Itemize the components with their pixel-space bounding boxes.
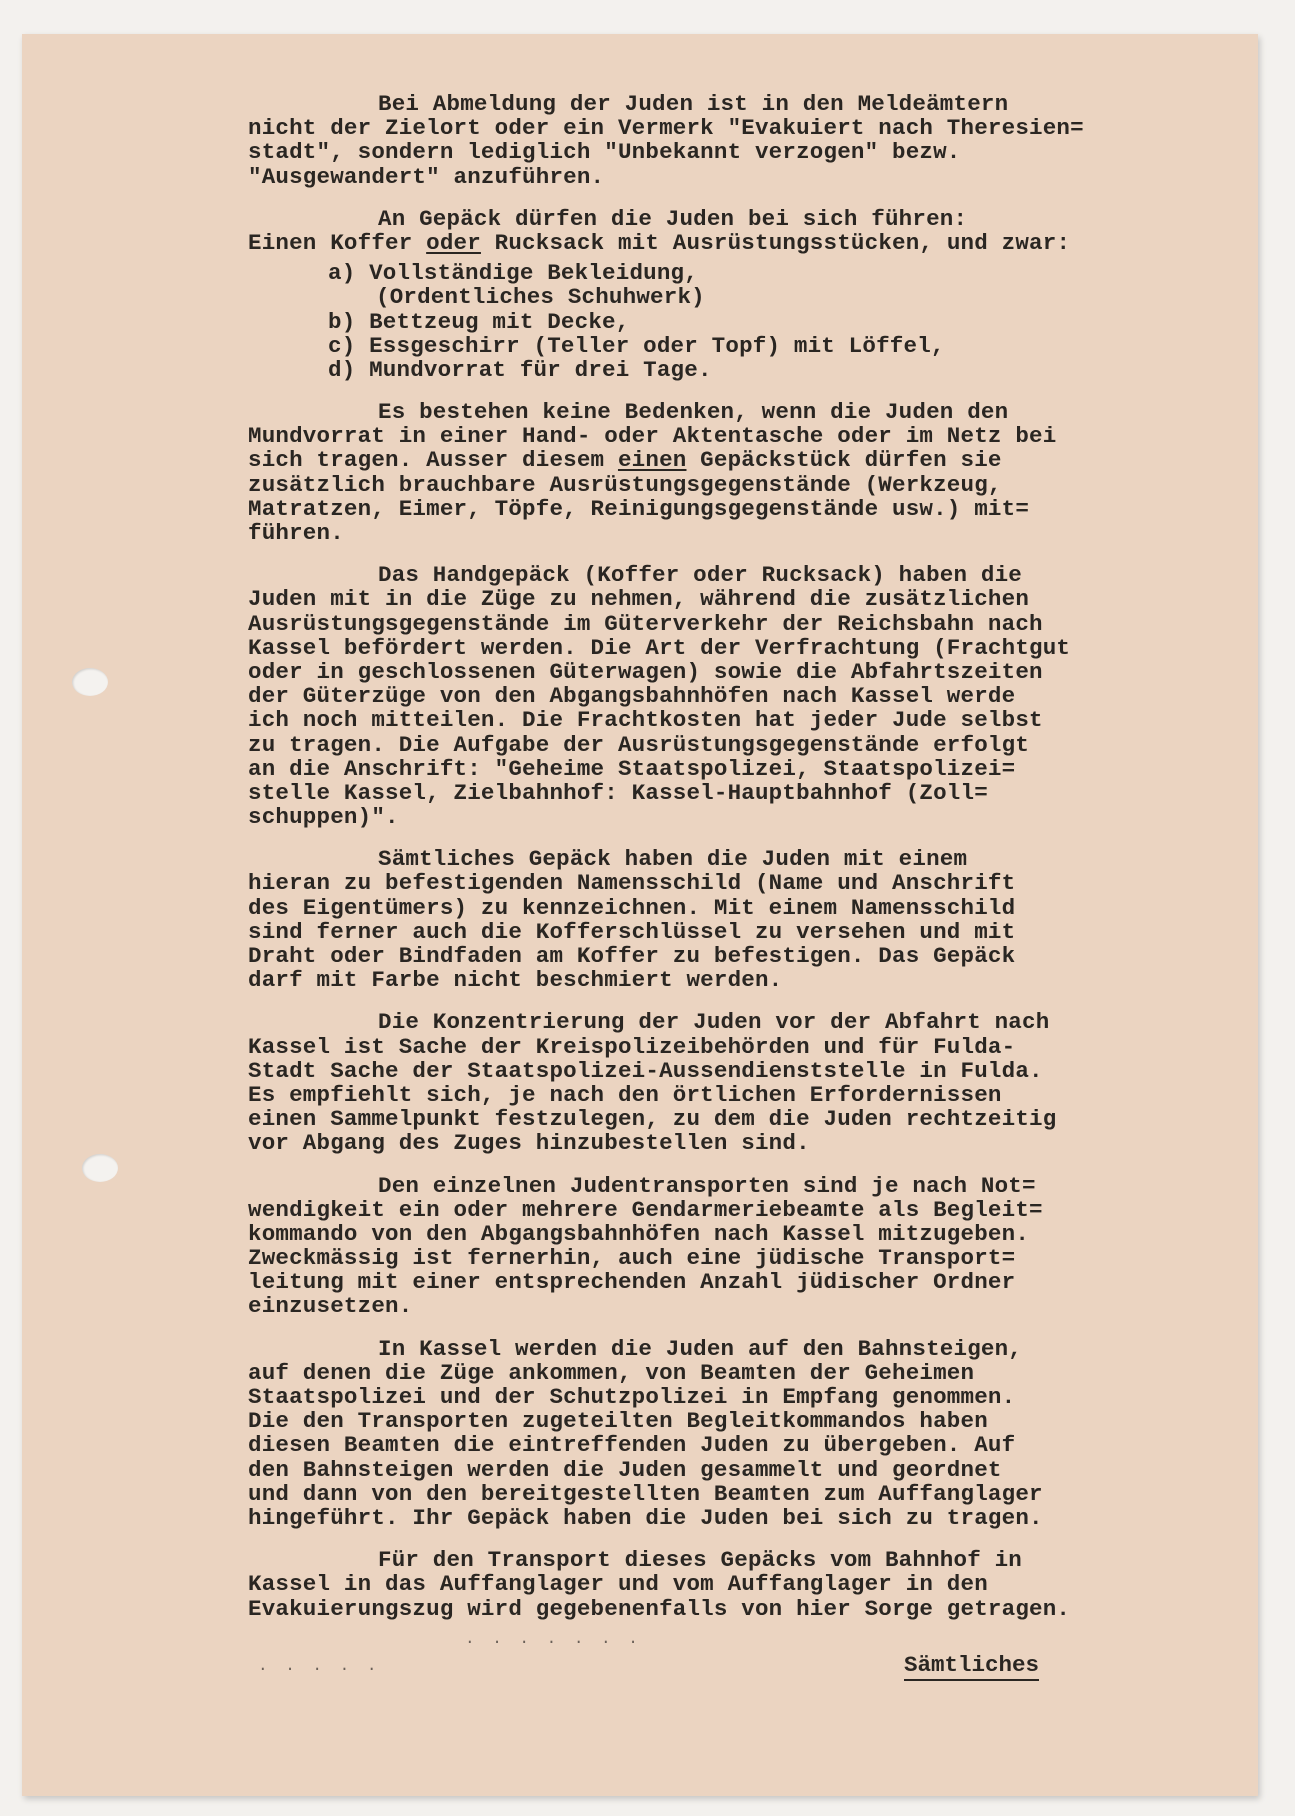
- text-line: darf mit Farbe nicht beschmiert werden.: [248, 967, 783, 994]
- text-line: Kassel befördert werden. Die Art der Verfrachtung (Frachtgut: [248, 634, 1071, 661]
- list-item: b) Bettzeug mit Decke,: [328, 308, 630, 335]
- text-line: Sämtliches Gepäck haben die Juden mit einem: [378, 846, 968, 873]
- paragraph-5: [248, 847, 1168, 992]
- text-line: führen.: [248, 520, 344, 546]
- text-line: kommando von den Abgangsbahnhöfen nach Kassel mitzugeben.: [248, 1220, 1030, 1247]
- punch-hole-bottom: [82, 1154, 118, 1182]
- text-line: Mundvorrat in einer Hand- oder Aktentasche oder im Netz bei: [248, 423, 1057, 450]
- paragraph-2: [248, 207, 1168, 255]
- paragraph-8: [248, 1337, 1168, 1531]
- text-line: zusätzlich brauchbare Ausrüstungsgegenstände (Werkzeug,: [248, 471, 1002, 498]
- text-line: nicht der Zielort oder ein Vermerk "Evakuiert nach Theresien=: [248, 115, 1084, 142]
- text-line: In Kassel werden die Juden auf den Bahnsteigen,: [378, 1335, 1023, 1362]
- text-line: der Güterzüge von den Abgangsbahnhöfen nach Kassel werde: [248, 683, 1016, 710]
- list-item-continuation: (Ordentliches Schuhwerk): [376, 284, 705, 311]
- document-body: [248, 92, 1168, 1639]
- text-line: "Ausgewandert" anzuführen.: [248, 163, 605, 190]
- text-line: Kassel in das Auffanglager und vom Auffanglager in den: [248, 1571, 988, 1598]
- text-line: hingeführt. Ihr Gepäck haben die Juden bei sich zu tragen.: [248, 1504, 1043, 1531]
- text-line: Juden mit in die Züge zu nehmen, während die zusätzlichen: [248, 586, 1030, 613]
- text-line: Kassel ist Sache der Kreispolizeibehörden und für Fulda-: [248, 1033, 1016, 1060]
- text-line: Bei Abmeldung der Juden ist in den Meldeämtern: [378, 91, 1009, 117]
- text-line: hieran zu befestigenden Namensschild (Name und Anschrift: [248, 870, 1016, 897]
- list-item: c) Essgeschirr (Teller oder Topf) mit Löffel,: [328, 332, 945, 359]
- text-line: leitung mit einer entsprechenden Anzahl jüdischer Ordner: [248, 1269, 1016, 1296]
- text-line: Matratzen, Eimer, Töpfe, Reinigungsgegenstände usw.) mit=: [248, 495, 1030, 522]
- text-segment: sich tragen. Ausser diesem: [248, 447, 618, 474]
- text-line: Es empfiehlt sich, je nach den örtlichen Erfordernissen: [248, 1081, 1002, 1108]
- paragraph-7: [248, 1174, 1168, 1319]
- text-line: sind ferner auch die Kofferschlüssel zu versehen und mit: [248, 918, 1016, 945]
- packing-list: [248, 261, 1168, 382]
- text-line: [248, 231, 1168, 255]
- text-line: an die Anschrift: "Geheime Staatspolizei, Staatspolizei=: [248, 755, 1016, 782]
- text-line: Ausrüstungsgegenstände im Güterverkehr der Reichsbahn nach: [248, 610, 1043, 637]
- text-line: Die Konzentrierung der Juden vor der Abfahrt nach: [378, 1009, 1050, 1036]
- text-line: stelle Kassel, Zielbahnhof: Kassel-Hauptbahnhof (Zoll=: [248, 779, 988, 806]
- text-line: Draht oder Bindfaden am Koffer zu befestigen. Das Gepäck: [248, 943, 1016, 969]
- text-segment: Gepäckstück dürfen sie: [686, 447, 1002, 474]
- paragraph-9: [248, 1548, 1168, 1621]
- text-line: Staatspolizei und der Schutzpolizei in Empfang genommen.: [248, 1384, 1016, 1410]
- paragraph-6: [248, 1010, 1168, 1155]
- text-line: Für den Transport dieses Gepäcks vom Bahnhof in: [378, 1547, 1023, 1574]
- text-line: vor Abgang des Zuges hinzubestellen sind.: [248, 1130, 810, 1157]
- text-line: und dann von den bereitgestellten Beamten zum Auffanglager: [248, 1480, 1043, 1507]
- text-line: Evakuierungszug wird gegebenenfalls von hier Sorge getragen.: [248, 1595, 1071, 1622]
- page-catchword: Sämtliches: [904, 1652, 1039, 1681]
- text-line: stadt", sondern lediglich "Unbekannt verzogen" bezw.: [248, 139, 961, 166]
- text-line: wendigkeit ein oder mehrere Gendarmeriebeamte als Begleit=: [248, 1196, 1043, 1223]
- underlined-word: oder: [426, 229, 481, 256]
- text-line: Stadt Sache der Staatspolizei-Aussendienststelle in Fulda.: [248, 1057, 1043, 1084]
- text-line: den Bahnsteigen werden die Juden gesammelt und geordnet: [248, 1456, 1002, 1483]
- text-line: einzusetzen.: [248, 1293, 413, 1320]
- text-line: [248, 448, 1168, 472]
- paragraph-4: [248, 563, 1168, 829]
- text-line: einen Sammelpunkt festzulegen, zu dem die Juden rechtzeitig: [248, 1106, 1057, 1133]
- underlined-word: einen: [617, 447, 687, 474]
- list-item: a) Vollständige Bekleidung,: [328, 260, 698, 287]
- faint-carbon-marks: . . . . .: [258, 1657, 381, 1675]
- text-segment: Einen Koffer: [248, 229, 427, 256]
- text-line: oder in geschlossenen Güterwagen) sowie die Abfahrtszeiten: [248, 658, 1043, 685]
- text-line: des Eigentümers) zu kennzeichnen. Mit einem Namensschild: [248, 894, 1016, 921]
- faint-carbon-marks: · · · · · · ·: [465, 1633, 642, 1651]
- text-line: Die den Transporten zugeteilten Begleitkommandos haben: [248, 1408, 988, 1435]
- text-line: ich noch mitteilen. Die Frachtkosten hat jeder Jude selbst: [248, 707, 1043, 734]
- text-line: auf denen die Züge ankommen, von Beamten der Geheimen: [248, 1359, 975, 1386]
- paragraph-1: [248, 92, 1168, 189]
- punch-hole-top: [72, 668, 108, 696]
- paragraph-3: [248, 400, 1168, 545]
- text-line: schuppen)".: [248, 804, 399, 831]
- text-line: diesen Beamten die eintreffenden Juden zu übergeben. Auf: [248, 1432, 1016, 1459]
- text-line: zu tragen. Die Aufgabe der Ausrüstungsgegenstände erfolgt: [248, 731, 1030, 758]
- text-line: An Gepäck dürfen die Juden bei sich führen:: [378, 205, 968, 232]
- text-line: Den einzelnen Judentransporten sind je nach Not=: [378, 1172, 1036, 1199]
- text-line: Es bestehen keine Bedenken, wenn die Juden den: [378, 399, 1009, 426]
- text-line: Zweckmässig ist fernerhin, auch eine jüdische Transport=: [248, 1245, 1016, 1272]
- text-line: Das Handgepäck (Koffer oder Rucksack) haben die: [378, 562, 1023, 589]
- list-item: d) Mundvorrat für drei Tage.: [328, 356, 712, 383]
- text-segment: Rucksack mit Ausrüstungsstücken, und zwar:: [480, 229, 1071, 256]
